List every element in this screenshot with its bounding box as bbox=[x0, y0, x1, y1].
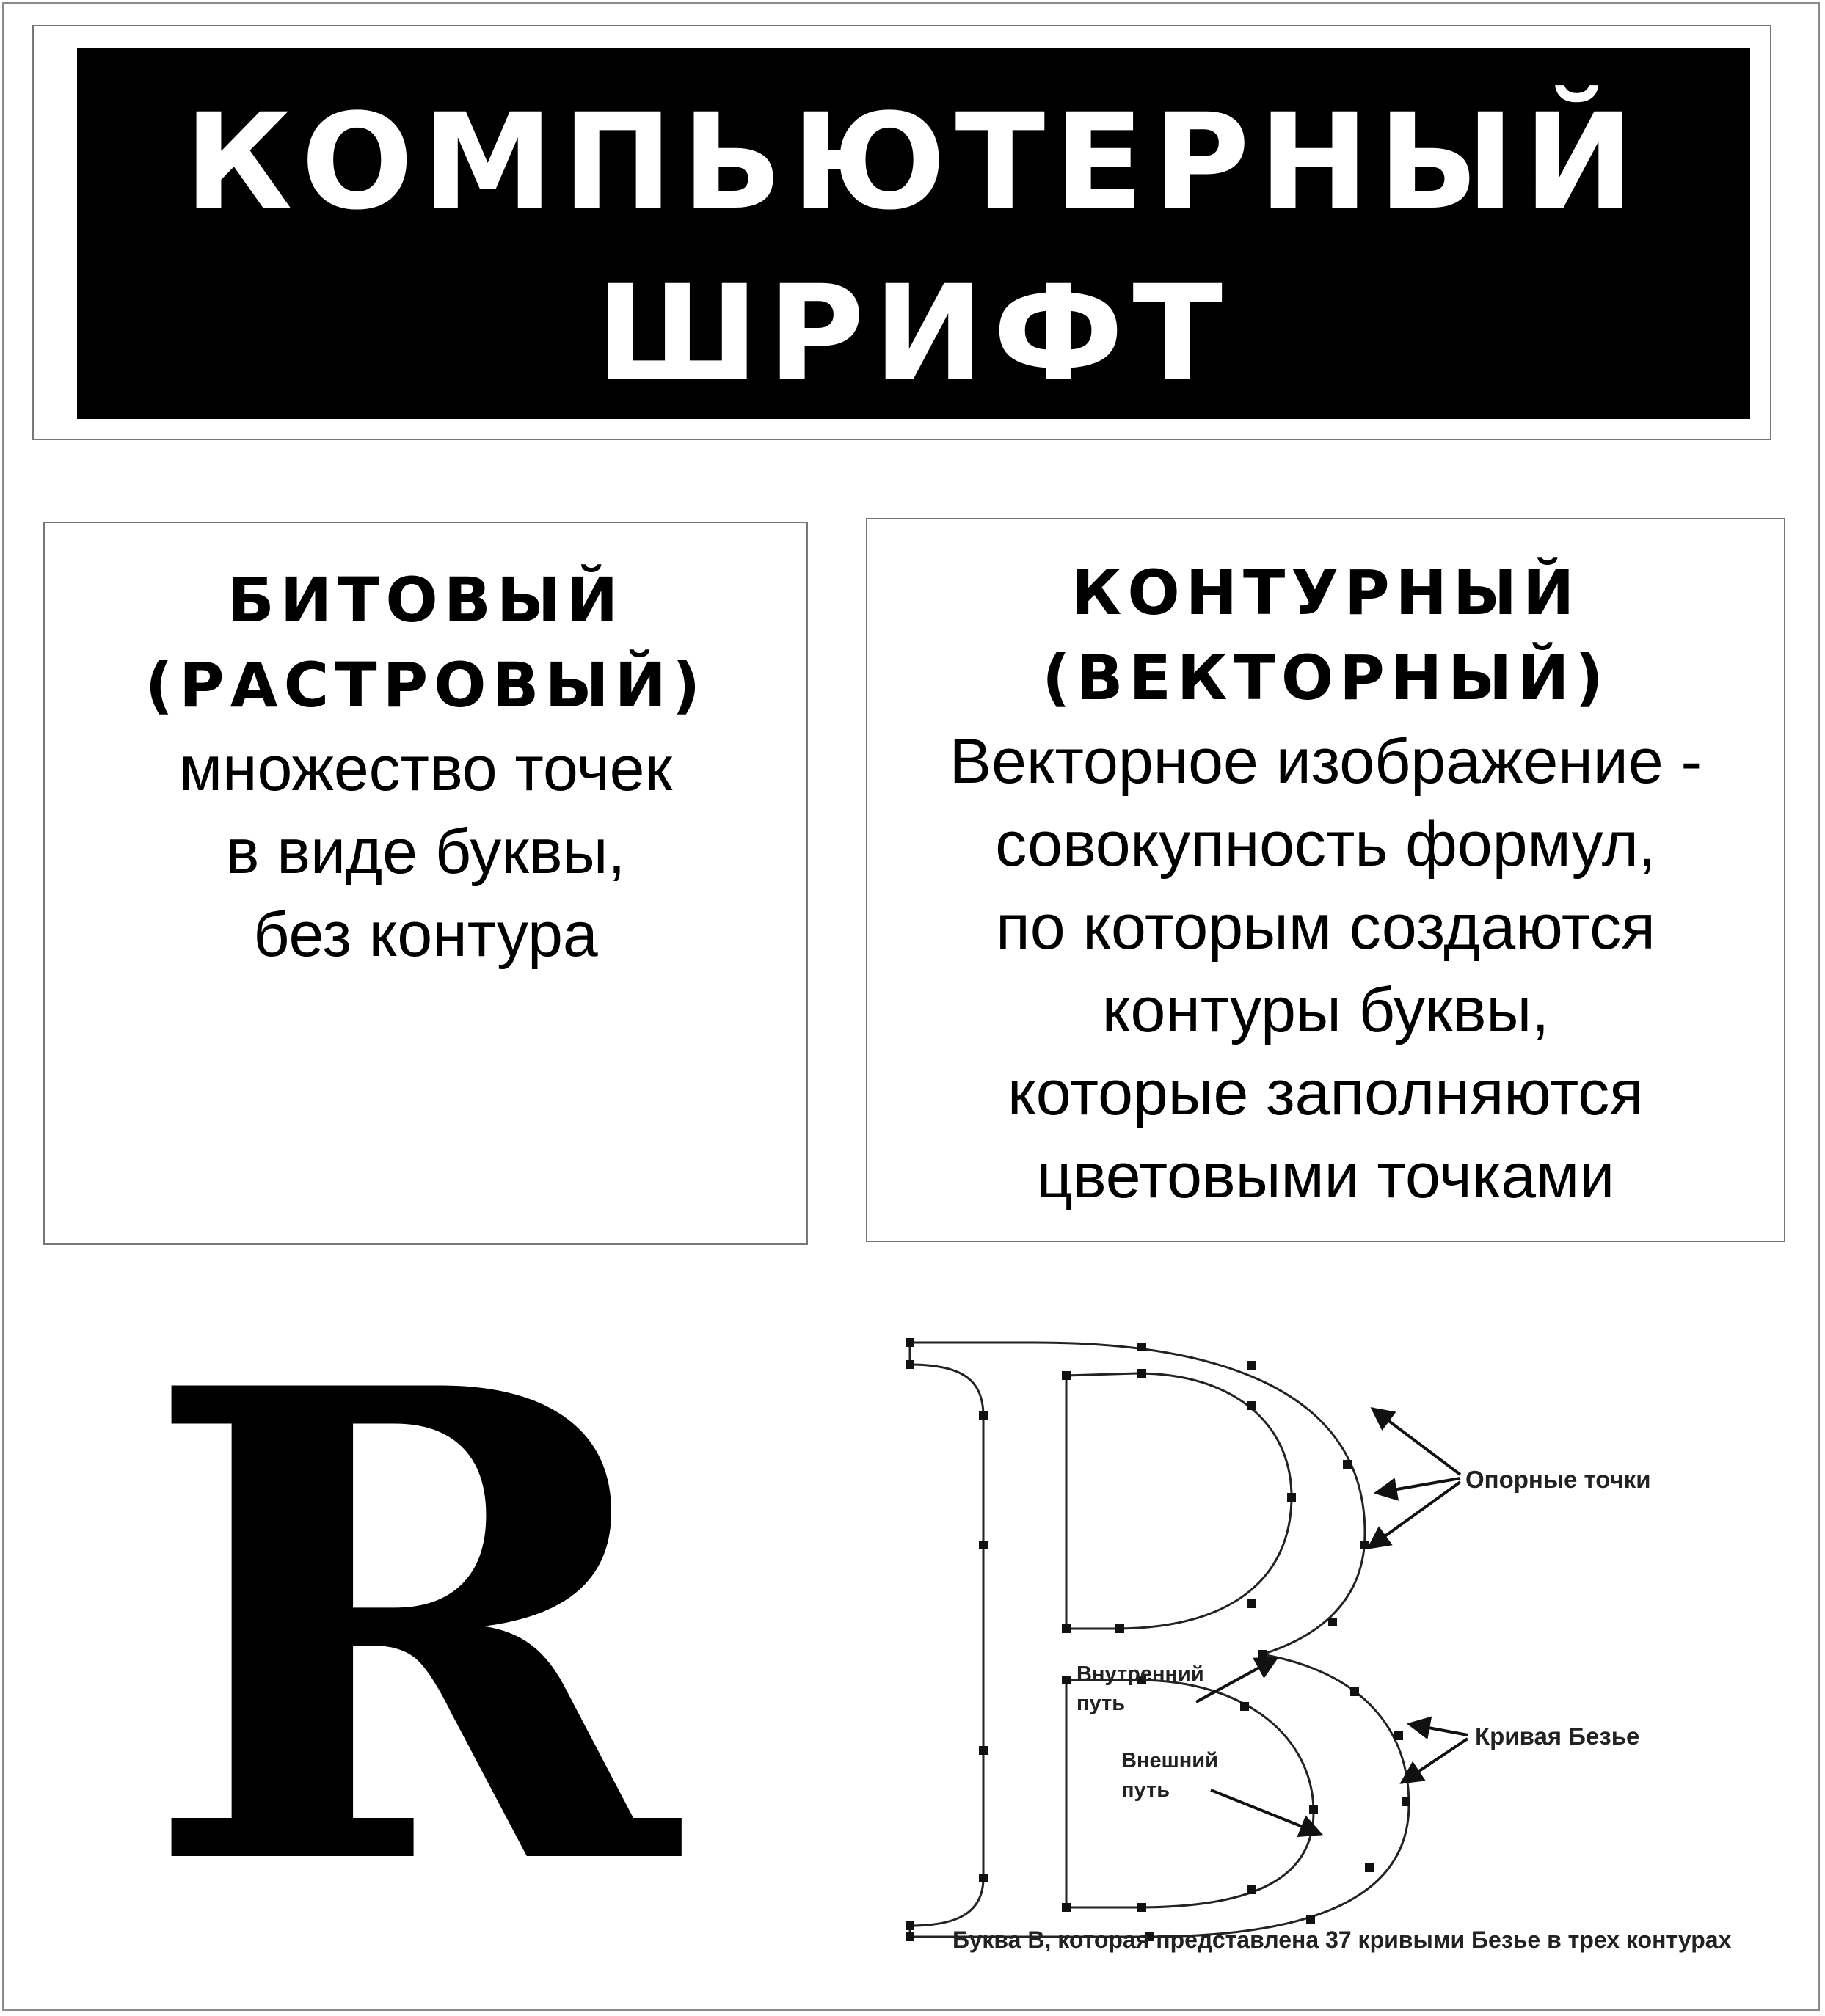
label-support-points: Опорные точки bbox=[1465, 1466, 1651, 1493]
title-line-1: КОМПЬЮТЕРНЫЙ bbox=[184, 86, 1643, 239]
vector-font-card bbox=[866, 518, 1785, 1242]
diagram-caption: Буква В, которая представлена 37 кривыми Безье в трех контурах bbox=[952, 1926, 1732, 1953]
bitmap-body-line-3: без контура bbox=[253, 899, 598, 970]
bitmap-subheading: (РАСТРОВЫЙ) bbox=[145, 649, 707, 721]
bitmap-body-line-2: в виде буквы, bbox=[225, 817, 626, 887]
vector-heading: КОНТУРНЫЙ bbox=[1071, 557, 1581, 629]
bitmap-heading: БИТОВЫЙ bbox=[227, 564, 624, 636]
bitmap-font-card bbox=[43, 522, 808, 1245]
vector-body-line-2: совокупность формул, bbox=[995, 809, 1656, 880]
vector-body-line-5: которые заполняются bbox=[1008, 1058, 1644, 1128]
outer-path bbox=[910, 1343, 1409, 1937]
vector-subheading: (ВЕКТОРНЫЙ) bbox=[1042, 642, 1609, 714]
label-outer-path: Внешний путь bbox=[1121, 1749, 1218, 1802]
vector-body-line-6: цветовыми точками bbox=[1036, 1141, 1615, 1211]
bitmap-body-line-1: множество точек bbox=[178, 734, 673, 804]
title-line-2: ШРИФТ bbox=[595, 258, 1232, 411]
vector-letter-b-diagram bbox=[895, 1321, 1805, 1966]
vector-body-line-4: контуры буквы, bbox=[1101, 975, 1550, 1045]
vector-body-line-1: Векторное изображение - bbox=[949, 726, 1702, 797]
inner-path-top bbox=[1066, 1373, 1292, 1629]
anchor-points bbox=[906, 1338, 1410, 1941]
label-inner-path: Внутренний путь bbox=[1077, 1662, 1204, 1715]
bitmap-letter-r bbox=[65, 1343, 762, 1878]
label-bezier-curve: Кривая Безье bbox=[1475, 1723, 1640, 1750]
bitmap-letter-glyph: R bbox=[141, 1343, 678, 1878]
title-banner bbox=[77, 48, 1750, 419]
vector-body-line-3: по которым создаются bbox=[996, 892, 1655, 963]
